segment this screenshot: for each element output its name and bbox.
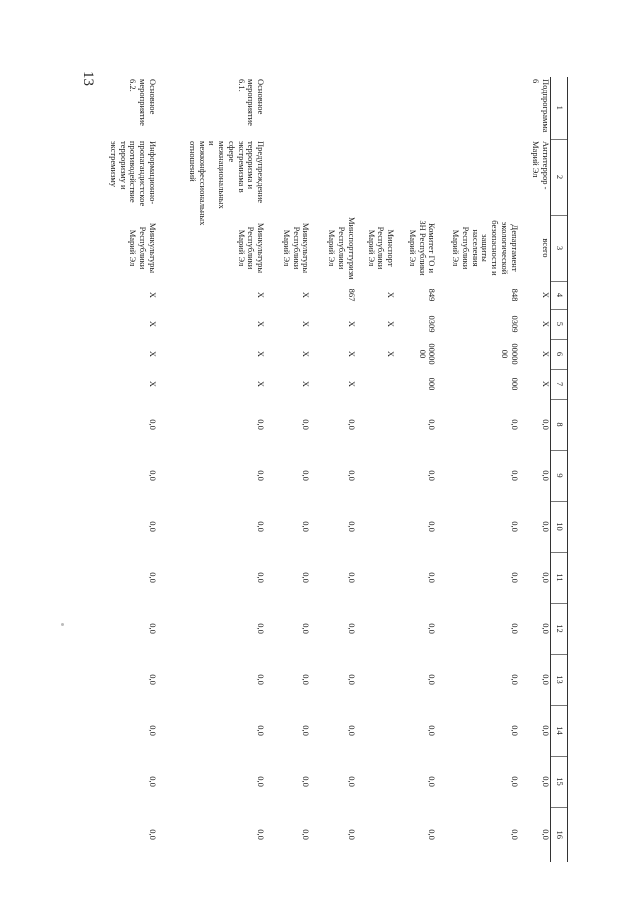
value-cell: 0,0 bbox=[509, 623, 520, 634]
table-cell-c4: 849 bbox=[427, 288, 438, 302]
value-cell: 0,0 bbox=[346, 674, 357, 685]
value-cell: 0,0 bbox=[256, 572, 267, 583]
header-cell: 2 bbox=[551, 139, 568, 215]
value-cell: 0,0 bbox=[301, 521, 312, 532]
value-cell: 0,0 bbox=[509, 725, 520, 736]
table-cell-c3: Минкультуры Республики Марий Эл bbox=[236, 222, 267, 274]
table-cell-c6: 00000 00 bbox=[417, 343, 438, 365]
value-cell: 0,0 bbox=[346, 521, 357, 532]
table-cell-c3: Минкультуры Республики Марий Эл bbox=[128, 222, 159, 274]
header-cell: 5 bbox=[551, 309, 568, 339]
value-cell: 0,0 bbox=[256, 725, 267, 736]
table-cell-c7: X bbox=[541, 380, 552, 388]
value-cell: 0,0 bbox=[427, 725, 438, 736]
value-cell: 0,0 bbox=[427, 572, 438, 583]
value-cell: 0,0 bbox=[256, 521, 267, 532]
value-cell: 0,0 bbox=[256, 419, 267, 430]
value-cell: 0,0 bbox=[541, 829, 552, 840]
table-cell-c4: X bbox=[148, 291, 159, 299]
value-cell: 0,0 bbox=[301, 470, 312, 481]
table-cell-c5: 0309 bbox=[427, 315, 438, 333]
value-cell: 0,0 bbox=[148, 572, 159, 583]
value-cell bbox=[364, 705, 405, 756]
value-cell: 0,0 bbox=[346, 829, 357, 840]
value-cell: 0,0 bbox=[509, 521, 520, 532]
header-cell: 3 bbox=[551, 215, 568, 281]
value-cell: 0,0 bbox=[148, 725, 159, 736]
table-cell-c1 bbox=[279, 77, 324, 139]
value-cell: 0,0 bbox=[541, 776, 552, 787]
table-cell-c6: X bbox=[346, 350, 357, 358]
table-row bbox=[324, 77, 363, 862]
value-cell: 0,0 bbox=[148, 776, 159, 787]
value-cell: 0,0 bbox=[148, 521, 159, 532]
value-cell: 0,0 bbox=[509, 829, 520, 840]
table-cell-c6: X bbox=[148, 350, 159, 358]
value-cell bbox=[364, 807, 405, 862]
value-cell: 0,0 bbox=[256, 829, 267, 840]
header-cell: 12 bbox=[551, 603, 568, 654]
table-cell-c5: X bbox=[541, 320, 552, 328]
table-cell-c2 bbox=[448, 139, 528, 215]
table-cell-c7: 000 bbox=[509, 377, 520, 391]
table-row bbox=[279, 77, 324, 862]
table-cell-c3: Минкультуры Республики Марий Эл bbox=[281, 222, 312, 274]
value-cell: 0,0 bbox=[427, 470, 438, 481]
value-cell: 0,0 bbox=[541, 521, 552, 532]
value-cell: 0,0 bbox=[509, 572, 520, 583]
table-cell-c5: X bbox=[386, 320, 397, 328]
value-cell: 0,0 bbox=[301, 419, 312, 430]
table-cell-c4: X bbox=[386, 291, 397, 299]
value-cell: 0,0 bbox=[148, 623, 159, 634]
table-cell-c6: 00000 00 bbox=[499, 343, 520, 365]
value-cell bbox=[364, 603, 405, 654]
table-cell-c2 bbox=[324, 139, 363, 215]
table-cell-c6: X bbox=[541, 350, 552, 358]
value-cell: 0,0 bbox=[301, 725, 312, 736]
table-cell-c6: X bbox=[256, 350, 267, 358]
value-cell: 0,0 bbox=[509, 419, 520, 430]
table-cell-c5: X bbox=[346, 320, 357, 328]
table-cell-c5: X bbox=[301, 320, 312, 328]
value-cell: 0,0 bbox=[346, 725, 357, 736]
table-cell-c4: X bbox=[256, 291, 267, 299]
value-cell bbox=[364, 552, 405, 603]
budget-table bbox=[106, 77, 568, 862]
table-cell-c3: Минспорттуризм Республики Марий Эл bbox=[327, 217, 357, 280]
header-row bbox=[551, 77, 568, 862]
table-cell-c7 bbox=[364, 369, 405, 399]
table-cell-c4: 867 bbox=[346, 288, 357, 302]
table-cell-c7: X bbox=[346, 380, 357, 388]
table-cell-c5: X bbox=[256, 320, 267, 328]
value-cell bbox=[364, 501, 405, 552]
table-cell-c1 bbox=[405, 77, 448, 139]
table-cell-c1 bbox=[448, 77, 528, 139]
table-cell-c2: Информационно-пропагандистское противодействие терроризму и экстремизму bbox=[108, 141, 159, 207]
table-row bbox=[106, 77, 185, 862]
header-cell: 4 bbox=[551, 281, 568, 309]
value-cell: 0,0 bbox=[148, 674, 159, 685]
rotated-table-wrapper bbox=[108, 77, 568, 862]
table-cell-c2 bbox=[405, 139, 448, 215]
value-cell: 0,0 bbox=[427, 521, 438, 532]
value-cell bbox=[364, 654, 405, 705]
table-cell-c2: Антитеррор - Марий Эл bbox=[531, 141, 552, 190]
value-cell: 0,0 bbox=[256, 776, 267, 787]
table-cell-c7: X bbox=[256, 380, 267, 388]
table-cell-c6: X bbox=[301, 350, 312, 358]
table-cell-c7: X bbox=[148, 380, 159, 388]
header-cell: 6 bbox=[551, 339, 568, 369]
value-cell: 0,0 bbox=[346, 623, 357, 634]
value-cell: 0,0 bbox=[346, 470, 357, 481]
header-cell: 14 bbox=[551, 705, 568, 756]
scan-speck bbox=[61, 623, 64, 626]
value-cell: 0,0 bbox=[427, 776, 438, 787]
table-row bbox=[405, 77, 448, 862]
page-number: 13 bbox=[80, 71, 96, 86]
header-cell: 15 bbox=[551, 756, 568, 807]
value-cell: 0,0 bbox=[256, 470, 267, 481]
table-cell-c5: X bbox=[148, 320, 159, 328]
value-cell: 0,0 bbox=[541, 623, 552, 634]
table-cell-c7: X bbox=[301, 380, 312, 388]
table-cell-c4: 848 bbox=[509, 288, 520, 302]
table-cell-c4: X bbox=[301, 291, 312, 299]
value-cell bbox=[364, 756, 405, 807]
table-cell-c5: 0309 bbox=[509, 315, 520, 333]
table-cell-c2 bbox=[364, 139, 405, 215]
value-cell: 0,0 bbox=[509, 776, 520, 787]
table-row bbox=[185, 77, 279, 862]
value-cell: 0,0 bbox=[301, 572, 312, 583]
header-cell: 9 bbox=[551, 450, 568, 501]
header-cell: 10 bbox=[551, 501, 568, 552]
table-cell-c1: Основное мероприятие 6.2. bbox=[128, 79, 159, 126]
table-body bbox=[106, 77, 551, 862]
value-cell: 0,0 bbox=[541, 419, 552, 430]
value-cell: 0,0 bbox=[301, 829, 312, 840]
header-cell: 16 bbox=[551, 807, 568, 862]
value-cell: 0,0 bbox=[256, 674, 267, 685]
value-cell: 0,0 bbox=[301, 674, 312, 685]
value-cell: 0,0 bbox=[301, 776, 312, 787]
value-cell: 0,0 bbox=[346, 419, 357, 430]
value-cell: 0,0 bbox=[256, 623, 267, 634]
header-cell: 1 bbox=[551, 77, 568, 139]
value-cell bbox=[364, 450, 405, 501]
value-cell: 0,0 bbox=[541, 674, 552, 685]
value-cell: 0,0 bbox=[427, 623, 438, 634]
table-cell-c1 bbox=[324, 77, 363, 139]
value-cell: 0,0 bbox=[427, 419, 438, 430]
value-cell: 0,0 bbox=[148, 470, 159, 481]
value-cell: 0,0 bbox=[541, 572, 552, 583]
header-cell: 11 bbox=[551, 552, 568, 603]
table-cell-c3: Минспорт Республики Марий Эл bbox=[366, 226, 397, 270]
value-cell: 0,0 bbox=[346, 776, 357, 787]
table-cell-c1: Подпрограмма 6 bbox=[531, 79, 552, 133]
value-cell bbox=[364, 399, 405, 450]
table-cell-c3: Департамент экологической безопасности и защиты населения Республики Марий Эл bbox=[451, 220, 520, 276]
value-cell: 0,0 bbox=[541, 470, 552, 481]
header-cell: 8 bbox=[551, 399, 568, 450]
table-cell-c3: всего bbox=[541, 238, 552, 258]
table-cell-c4: X bbox=[541, 291, 552, 299]
table-row bbox=[448, 77, 528, 862]
header-cell: 7 bbox=[551, 369, 568, 399]
value-cell: 0,0 bbox=[148, 829, 159, 840]
value-cell: 0,0 bbox=[427, 674, 438, 685]
table-cell-c6: X bbox=[386, 350, 397, 358]
value-cell: 0,0 bbox=[346, 572, 357, 583]
value-cell: 0,0 bbox=[509, 470, 520, 481]
table-cell-c2 bbox=[279, 139, 324, 215]
table-cell-c7: 000 bbox=[427, 377, 438, 391]
table-cell-c2: Предупреждение терроризма и экстремизма в сфере межнациональных и межконфессиональных отношений bbox=[187, 141, 267, 226]
table-row bbox=[364, 77, 405, 862]
value-cell: 0,0 bbox=[301, 623, 312, 634]
value-cell: 0,0 bbox=[148, 419, 159, 430]
header-cell: 13 bbox=[551, 654, 568, 705]
value-cell: 0,0 bbox=[541, 725, 552, 736]
table-cell-c1: Основное мероприятие 6.1. bbox=[236, 79, 267, 126]
table-cell-c1 bbox=[364, 77, 405, 139]
value-cell: 0,0 bbox=[509, 674, 520, 685]
value-cell: 0,0 bbox=[427, 829, 438, 840]
table-row bbox=[529, 77, 551, 862]
table-cell-c3: Комитет ГО и ЗН Республики Марий Эл bbox=[407, 220, 438, 276]
